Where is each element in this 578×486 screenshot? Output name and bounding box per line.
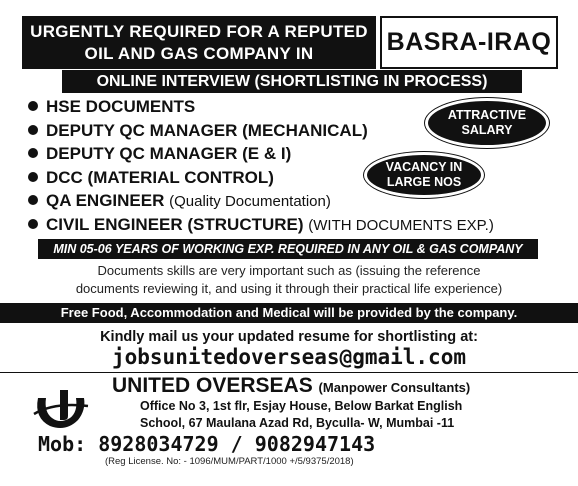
position-note: (WITH DOCUMENTS EXP.) [308, 216, 494, 234]
documents-note-line-1: Documents skills are very important such as (issuing the reference [97, 263, 481, 278]
header-line-1: URGENTLY REQUIRED FOR A REPUTED [30, 21, 368, 41]
bullet-icon [28, 172, 38, 182]
position-title: DEPUTY QC MANAGER (E & I) [46, 144, 292, 163]
documents-note [20, 262, 558, 298]
contact-prompt: Kindly mail us your updated resume for shortlisting at: [100, 329, 478, 345]
position-title: HSE DOCUMENTS [46, 97, 196, 116]
header [22, 16, 558, 69]
position-note: (Quality Documentation) [169, 193, 331, 210]
license-number: (Reg License. No: - 1096/MUM/PART/1000 +/5/9375/2018) [105, 456, 354, 467]
documents-note-line-2: documents reviewing it, and using it through their practical life experience) [75, 281, 503, 296]
company-descriptor: (Manpower Consultants) [318, 380, 471, 395]
company-name [112, 374, 470, 398]
position-item [28, 119, 494, 143]
contact-email[interactable]: jobsunitedoverseas@gmail.com [111, 345, 466, 369]
position-title: DEPUTY QC MANAGER (MECHANICAL) [46, 120, 368, 140]
vacancy-badge-line-2: LARGE NOS [386, 175, 462, 189]
location-box: BASRA-IRAQ [380, 16, 558, 69]
vacancy-badge [367, 155, 481, 195]
address-line-2: School, 67 Maulana Azad Rd, Byculla- W, Mumbai -11 [140, 416, 455, 430]
salary-badge-line-1: ATTRACTIVE [447, 108, 527, 122]
address-line-1: Office No 3, 1st flr, Esjay House, Below Barkat English [140, 399, 463, 413]
bullet-icon [28, 219, 38, 229]
position-title: CIVIL ENGINEER (STRUCTURE) [46, 214, 304, 234]
bullet-icon [28, 125, 38, 135]
benefits-banner: Free Food, Accommodation and Medical will be provided by the company. [0, 303, 578, 323]
bullet-icon [28, 101, 38, 111]
company-address [140, 398, 462, 432]
mobile-numbers[interactable]: Mob: 8928034729 / 9082947143 [38, 432, 376, 456]
salary-badge [428, 101, 546, 145]
united-overseas-logo-icon [32, 384, 90, 432]
position-title: DCC (MATERIAL CONTROL) [46, 167, 274, 187]
bullet-icon [28, 148, 38, 158]
vacancy-badge-line-1: VACANCY IN [385, 160, 463, 174]
position-title: QA ENGINEER [46, 191, 165, 210]
position-item [28, 213, 494, 237]
experience-banner: MIN 05-06 YEARS OF WORKING EXP. REQUIRED IN ANY OIL & GAS COMPANY [38, 239, 538, 259]
company-name-text: UNITED OVERSEAS [112, 374, 313, 397]
position-item [28, 95, 494, 119]
salary-badge-line-2: SALARY [461, 123, 513, 137]
interview-banner: ONLINE INTERVIEW (SHORTLISTING IN PROCESS) [62, 70, 522, 93]
divider [0, 372, 578, 373]
header-line-2: OIL AND GAS COMPANY IN [84, 43, 314, 63]
header-headline [22, 16, 376, 69]
bullet-icon [28, 195, 38, 205]
